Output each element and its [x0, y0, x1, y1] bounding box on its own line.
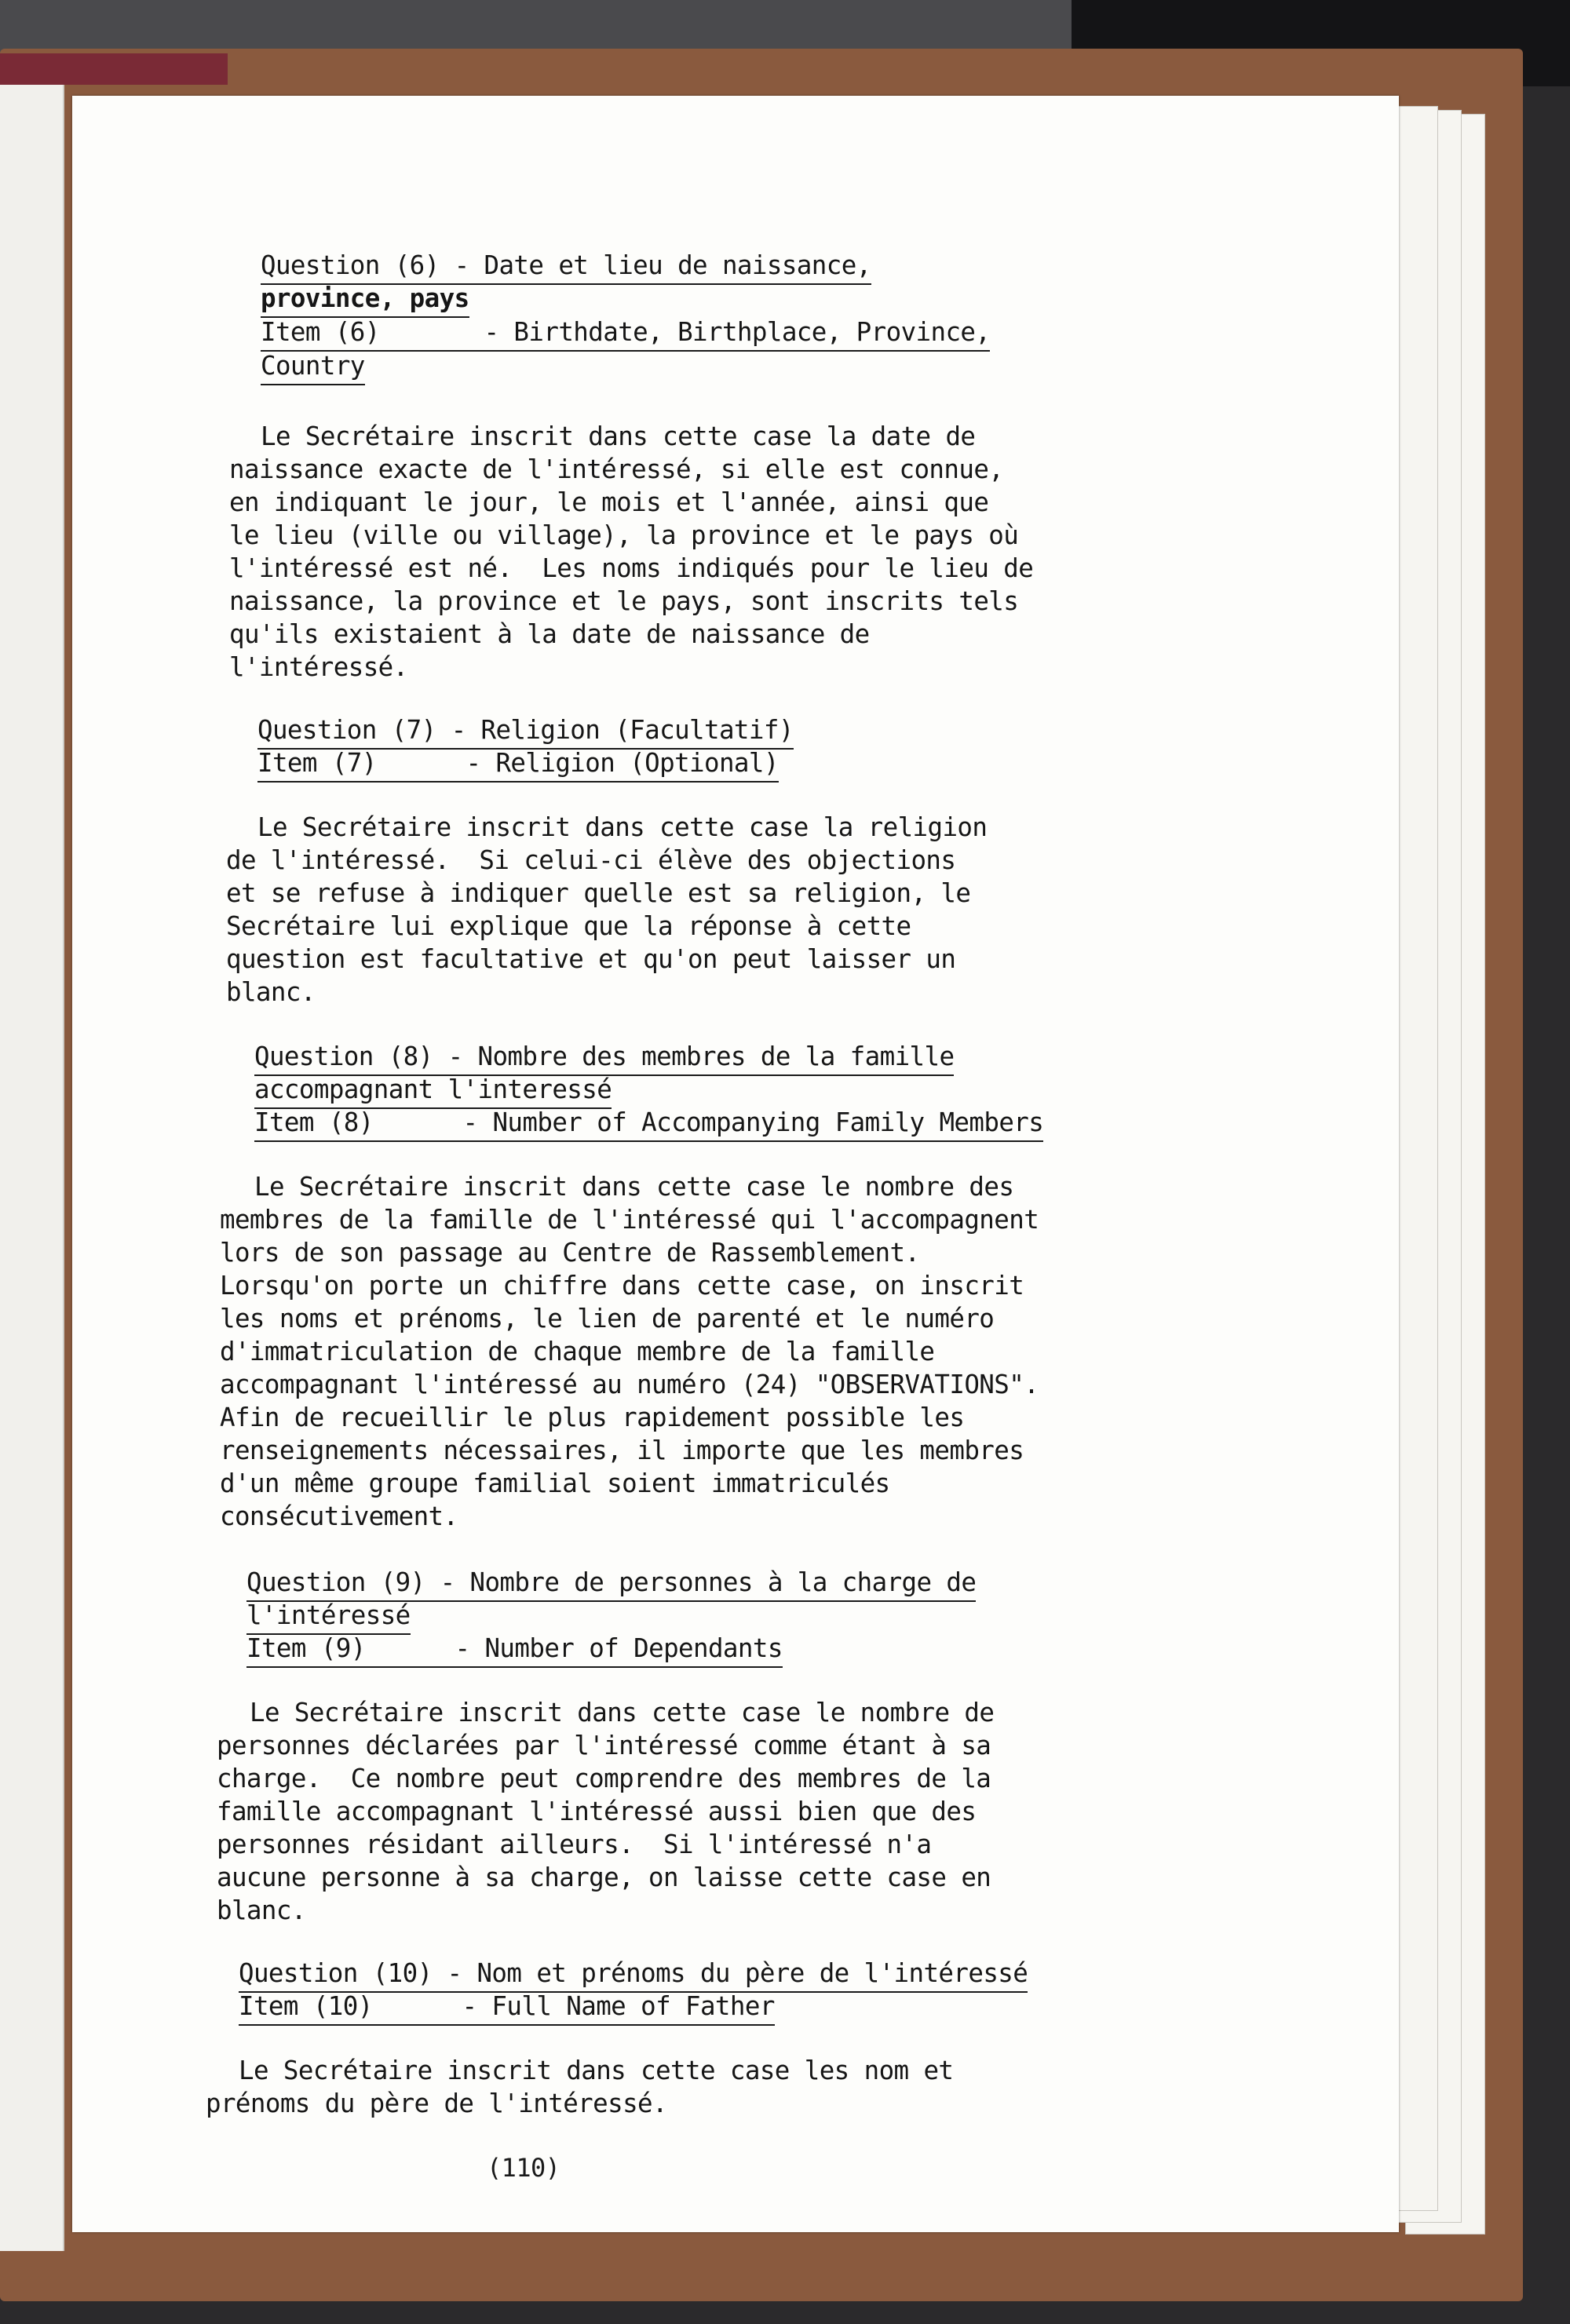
body-line: lors de son passage au Centre de Rassemblement. — [220, 1238, 920, 1268]
body-line: le lieu (ville ou village), la province et le pays où — [229, 520, 1019, 550]
facing-page-edge — [0, 85, 64, 2251]
page-text — [72, 96, 1399, 2232]
section-heading: province, pays — [261, 283, 469, 318]
body-line: Le Secrétaire inscrit dans cette case la religion — [257, 812, 988, 842]
body-line: Le Secrétaire inscrit dans cette case les nom et — [239, 2056, 954, 2085]
body-line: d'immatriculation de chaque membre de la famille — [220, 1337, 935, 1366]
body-line: charge. Ce nombre peut comprendre des membres de la — [217, 1764, 991, 1793]
section-heading: Item (6) - Birthdate, Birthplace, Province, — [261, 316, 990, 352]
body-line: les noms et prénoms, le lien de parenté et le numéro — [220, 1304, 995, 1333]
body-line: renseignements nécessaires, il importe que les membres — [220, 1436, 1024, 1465]
body-line: Secrétaire lui explique que la réponse à cette — [226, 911, 911, 941]
section-heading: Question (8) - Nombre des membres de la famille — [254, 1041, 954, 1076]
body-line: et se refuse à indiquer quelle est sa religion, le — [226, 878, 971, 908]
body-line: membres de la famille de l'intéressé qui l'accompagnent — [220, 1205, 1039, 1235]
section-heading: accompagnant l'interessé — [254, 1074, 612, 1109]
body-line: l'intéressé est né. Les noms indiqués pour le lieu de — [229, 553, 1034, 583]
body-line: Afin de recueillir le plus rapidement possible les — [220, 1403, 965, 1432]
body-line: personnes déclarées par l'intéressé comme étant à sa — [217, 1731, 991, 1760]
body-line: naissance, la province et le pays, sont inscrits tels — [229, 586, 1019, 616]
section-heading: Country — [261, 350, 365, 385]
section-heading: Item (9) - Number of Dependants — [246, 1633, 783, 1668]
document-page — [72, 96, 1399, 2232]
section-heading: l'intéressé — [246, 1600, 411, 1635]
body-line: blanc. — [226, 977, 316, 1007]
body-line: d'un même groupe familial soient immatriculés — [220, 1468, 890, 1498]
body-line: Lorsqu'on porte un chiffre dans cette case, on inscrit — [220, 1271, 1024, 1301]
body-line: famille accompagnant l'intéressé aussi bien que des — [217, 1797, 977, 1826]
section-heading: Item (10) - Full Name of Father — [239, 1990, 775, 2026]
section-heading: Item (7) - Religion (Optional) — [257, 747, 779, 783]
body-line: de l'intéressé. Si celui-ci élève des objections — [226, 845, 956, 875]
body-line: personnes résidant ailleurs. Si l'intéressé n'a — [217, 1830, 932, 1859]
body-line: naissance exacte de l'intéressé, si elle est connue, — [229, 454, 1004, 484]
body-line: aucune personne à sa charge, on laisse cette case en — [217, 1862, 991, 1892]
body-line: consécutivement. — [220, 1501, 458, 1531]
body-line: accompagnant l'intéressé au numéro (24) "OBSERVATIONS". — [220, 1370, 1039, 1399]
section-heading: Item (8) - Number of Accompanying Family Members — [254, 1107, 1043, 1142]
body-line: Le Secrétaire inscrit dans cette case le nombre de — [250, 1698, 995, 1727]
page-number: (110) — [487, 2153, 560, 2183]
body-line: question est facultative et qu'on peut laisser un — [226, 944, 956, 974]
body-line: en indiquant le jour, le mois et l'année, ainsi que — [229, 487, 989, 517]
section-heading: Question (10) - Nom et prénoms du père de l'intéressé — [239, 1957, 1028, 1993]
body-line: l'intéressé. — [229, 652, 408, 682]
body-line: blanc. — [217, 1895, 306, 1925]
section-heading: Question (9) - Nombre de personnes à la charge de — [246, 1567, 976, 1602]
body-line: prénoms du père de l'intéressé. — [206, 2089, 667, 2118]
body-line: Le Secrétaire inscrit dans cette case la date de — [261, 421, 976, 451]
book-spine — [0, 53, 228, 85]
section-heading: Question (7) - Religion (Facultatif) — [257, 714, 794, 750]
section-heading: Question (6) - Date et lieu de naissance, — [261, 250, 871, 285]
body-line: qu'ils existaient à la date de naissance de — [229, 619, 870, 649]
body-line: Le Secrétaire inscrit dans cette case le nombre des — [254, 1172, 1014, 1202]
